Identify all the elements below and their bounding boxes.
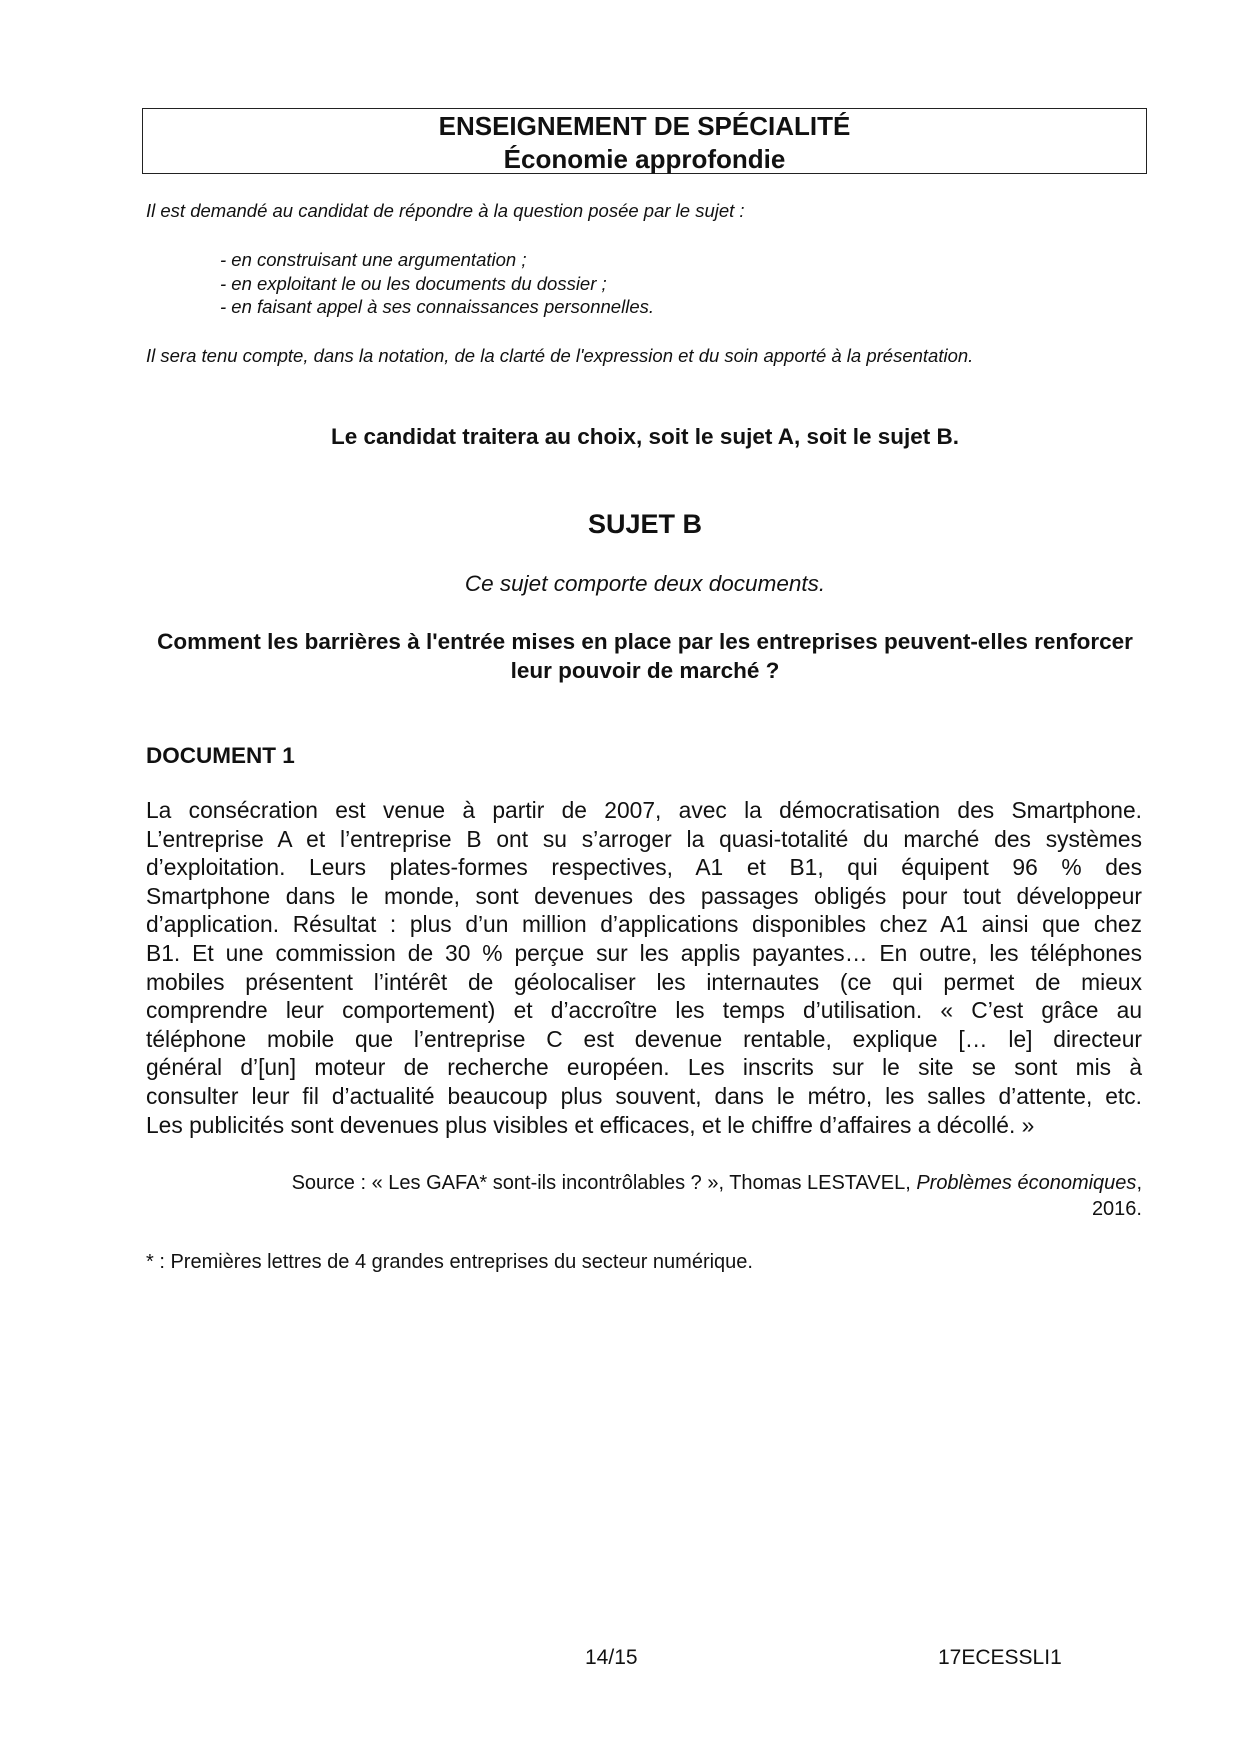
page-number: 14/15	[585, 1646, 638, 1669]
header-title: ENSEIGNEMENT DE SPÉCIALITÉ	[438, 111, 851, 141]
subject-note: Ce sujet comporte deux documents.	[464, 571, 826, 596]
source-year: 2016.	[1091, 1198, 1142, 1220]
document-line: B1. Et une commission de 30 % perçue sur les applis payantes… En outre, les téléphones	[146, 939, 1142, 966]
instruction-item: - en exploitant le ou les documents du dossier ;	[220, 272, 607, 294]
document-line: Smartphone dans le monde, sont devenues des passages obligés pour tout développeur	[146, 882, 1142, 909]
footnote: * : Premières lettres de 4 grandes entreprises du secteur numérique.	[146, 1251, 753, 1273]
document-line: téléphone mobile que l’entreprise C est devenue rentable, explique [… le] directeur	[146, 1025, 1142, 1052]
grading-note: Il sera tenu compte, dans la notation, de la clarté de l'expression et du soin apporté à la présentation.	[146, 345, 974, 366]
document-line: Les publicités sont devenues plus visibles et efficaces, et le chiffre d’affaires a décollé. »	[146, 1111, 1035, 1138]
subject-title: SUJET B	[587, 509, 703, 539]
document-line: comprendre leur comportement) et d’accroître les temps d’utilisation. « C’est grâce au	[146, 997, 1142, 1024]
subject-choice-line: Le candidat traitera au choix, soit le sujet A, soit le sujet B.	[330, 424, 960, 449]
document-line: La consécration est venue à partir de 2007, avec la démocratisation des Smartphone.	[146, 797, 1142, 823]
document-line: général d’[un] moteur de recherche européen. Les inscrits sur le site se sont mis à	[146, 1054, 1142, 1081]
instructions-intro: Il est demandé au candidat de répondre à la question posée par le sujet :	[146, 200, 745, 221]
source-suffix: ,	[1136, 1172, 1142, 1194]
document-line: L’entreprise A et l’entreprise B ont su s’arroger la quasi-totalité du marché des systèmes	[146, 825, 1142, 852]
instructions-list	[220, 248, 654, 319]
instruction-item: - en construisant une argumentation ;	[220, 249, 527, 270]
document-line: consulter leur fil d’actualité beaucoup plus souvent, dans le métro, les salles d’attente, etc.	[146, 1082, 1142, 1109]
document-line: d’exploitation. Leurs plates-formes respectives, A1 et B1, qui équipent 96 % des	[146, 854, 1142, 881]
document-1-source	[160, 1170, 1142, 1222]
document-1-body	[146, 796, 1142, 1139]
document-code: 17ECESSLI1	[938, 1646, 1062, 1669]
document-1-title: DOCUMENT 1	[146, 743, 295, 768]
document-line: d’application. Résultat : plus d’un million d’applications disponibles chez A1 ainsi que chez	[146, 911, 1142, 938]
source-publication: Problèmes économiques	[916, 1172, 1137, 1194]
header-subtitle: Économie approfondie	[503, 144, 786, 174]
subject-question: Comment les barrières à l'entrée mises en place par les entreprises peuvent-elles renforcer leur pouvoir de marché ?	[157, 629, 1133, 683]
source-line	[160, 1170, 1142, 1196]
source-prefix: Source : « Les GAFA* sont-ils incontrôlables ? », Thomas LESTAVEL,	[291, 1172, 917, 1194]
instruction-item: - en faisant appel à ses connaissances personnelles.	[220, 296, 654, 317]
document-line: mobiles présentent l’intérêt de géolocaliser les internautes (ce qui permet de mieux	[146, 968, 1142, 995]
specialty-header-box	[142, 108, 1147, 174]
